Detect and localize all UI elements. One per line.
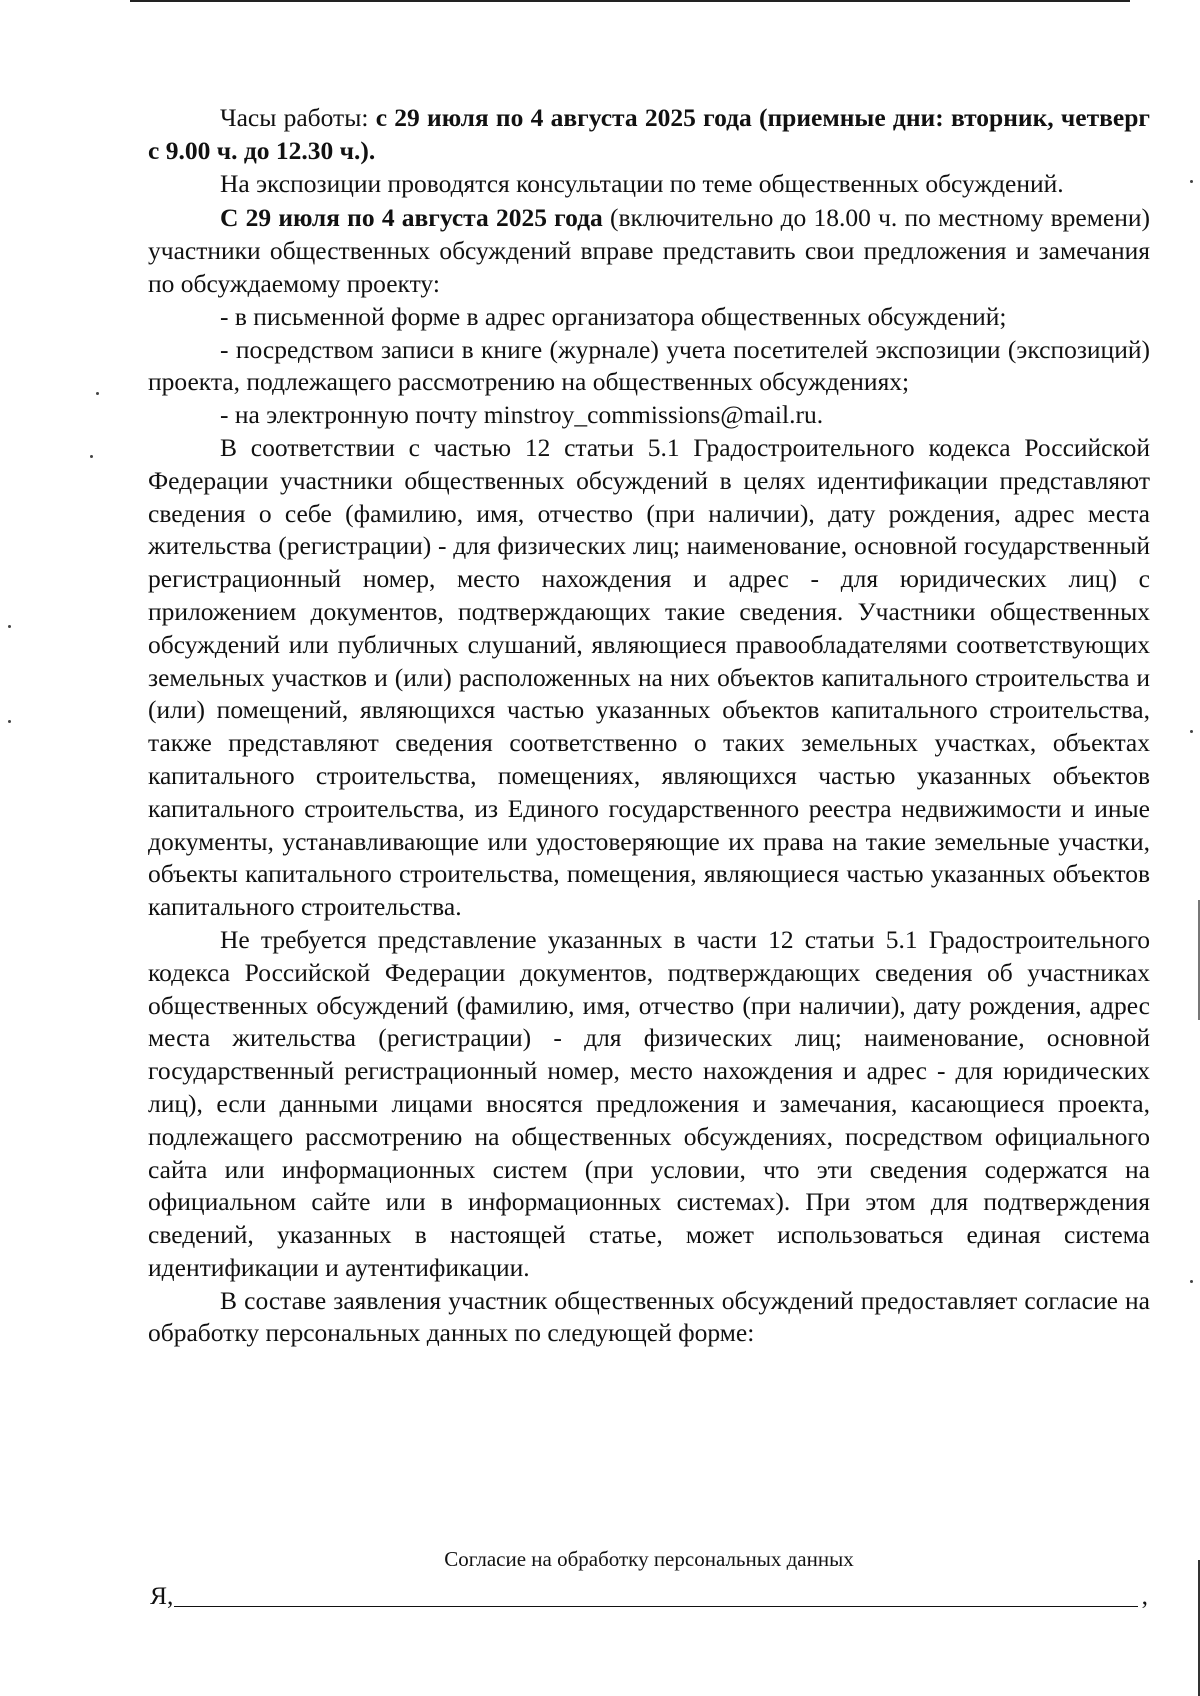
working-hours-dates: с 29 июля по 4 августа 2025 года (приемные дни: вторник, четверг с 9.00 ч. до 12.30 ч.). <box>148 103 1150 165</box>
consent-name-line <box>148 1580 1150 1612</box>
scan-speck <box>1190 1280 1193 1283</box>
submission-method-journal: - посредством записи в книге (журнале) учета посетителей экспозиции (экспозиций) проекта, подлежащего рассмотрению на общественных обсуждениях; <box>148 334 1150 397</box>
document-body <box>148 102 1150 1350</box>
working-hours-label: Часы работы: <box>220 103 376 132</box>
scan-speck <box>1190 730 1193 733</box>
consent-suffix: , <box>1141 1581 1148 1610</box>
consent-intro-paragraph: В составе заявления участник общественных обсуждений предоставляет согласие на обработку персональных данных по следующей форме: <box>148 1285 1150 1348</box>
identification-paragraph: В соответствии с частью 12 статьи 5.1 Градостроительного кодекса Российской Федерации участники общественных обсуждений в целях идентификации представляют сведения о себе (фамилию, имя, отчество (при наличии), дату рождения, адрес места жительства (регистрации) - для физических лиц; наименование, основной государственный регистрационный номер, место нахождения и адрес - для юридических лиц) с приложением документов, подтверждающих такие сведения. Участники общественных обсуждений или публичных слушаний, являющиеся правообладателями соответствующих земельных участков и (или) расположенных на них объектов капитального строительства и (или) помещений, являющихся частью указанных объектов капитального строительства, также представляют сведения соответственно о таких земельных участках, объектах капитального строительства, помещениях, являющихся частью указанных объектов капитального строительства, из Единого государственного реестра недвижимости и иные документы, устанавливающие или удостоверяющие их права на такие земельные участки, объекты капитального строительства, помещения, являющиеся частью указанных объектов капитального строительства. <box>148 432 1150 922</box>
scan-speck <box>90 455 93 458</box>
documents-not-required-paragraph: Не требуется представление указанных в части 12 статьи 5.1 Градостроительного кодекса Российской Федерации документов, подтверждающих сведения об участниках общественных обсуждений (фамилию, имя, отчество (при наличии), дату рождения, адрес места жительства (регистрации) - для физических лиц; наименование, основной государственный регистрационный номер, место нахождения и адрес - для юридических лиц), если данными лицами вносятся предложения и замечания, касающиеся проекта, подлежащего рассмотрению на общественных обсуждениях, посредством официального сайта или информационных систем (при условии, что эти сведения содержатся на официальном сайте или в информационных системах). При этом для подтверждения сведений, указанных в настоящей статье, может использоваться единая система идентификации и аутентификации. <box>148 924 1150 1282</box>
scan-speck <box>8 720 11 723</box>
consent-prefix: Я, <box>150 1581 174 1610</box>
scan-speck <box>1190 180 1193 183</box>
name-fill-line <box>174 1606 1138 1607</box>
submission-period-dates: С 29 июля по 4 августа 2025 года <box>220 203 603 233</box>
working-hours-paragraph <box>148 102 1150 168</box>
scan-speck <box>8 625 11 628</box>
submission-period-text: (включительно до 18.00 ч. по местному времени) участники общественных обсуждений вправе представить свои предложения и замечания по обсуждаемому проекту: <box>148 203 1150 298</box>
scan-speck <box>96 392 99 395</box>
submission-method-written: - в письменной форме в адрес организатора общественных обсуждений; <box>220 301 1007 331</box>
consent-title: Согласие на обработку персональных данных <box>444 1547 854 1571</box>
submission-period-paragraph <box>148 202 1150 300</box>
scan-edge <box>130 0 1130 2</box>
consultation-paragraph: На экспозиции проводятся консультации по теме общественных обсуждений. <box>220 168 1064 198</box>
submission-method-email: - на электронную почту minstroy_commissions@mail.ru. <box>220 400 824 430</box>
